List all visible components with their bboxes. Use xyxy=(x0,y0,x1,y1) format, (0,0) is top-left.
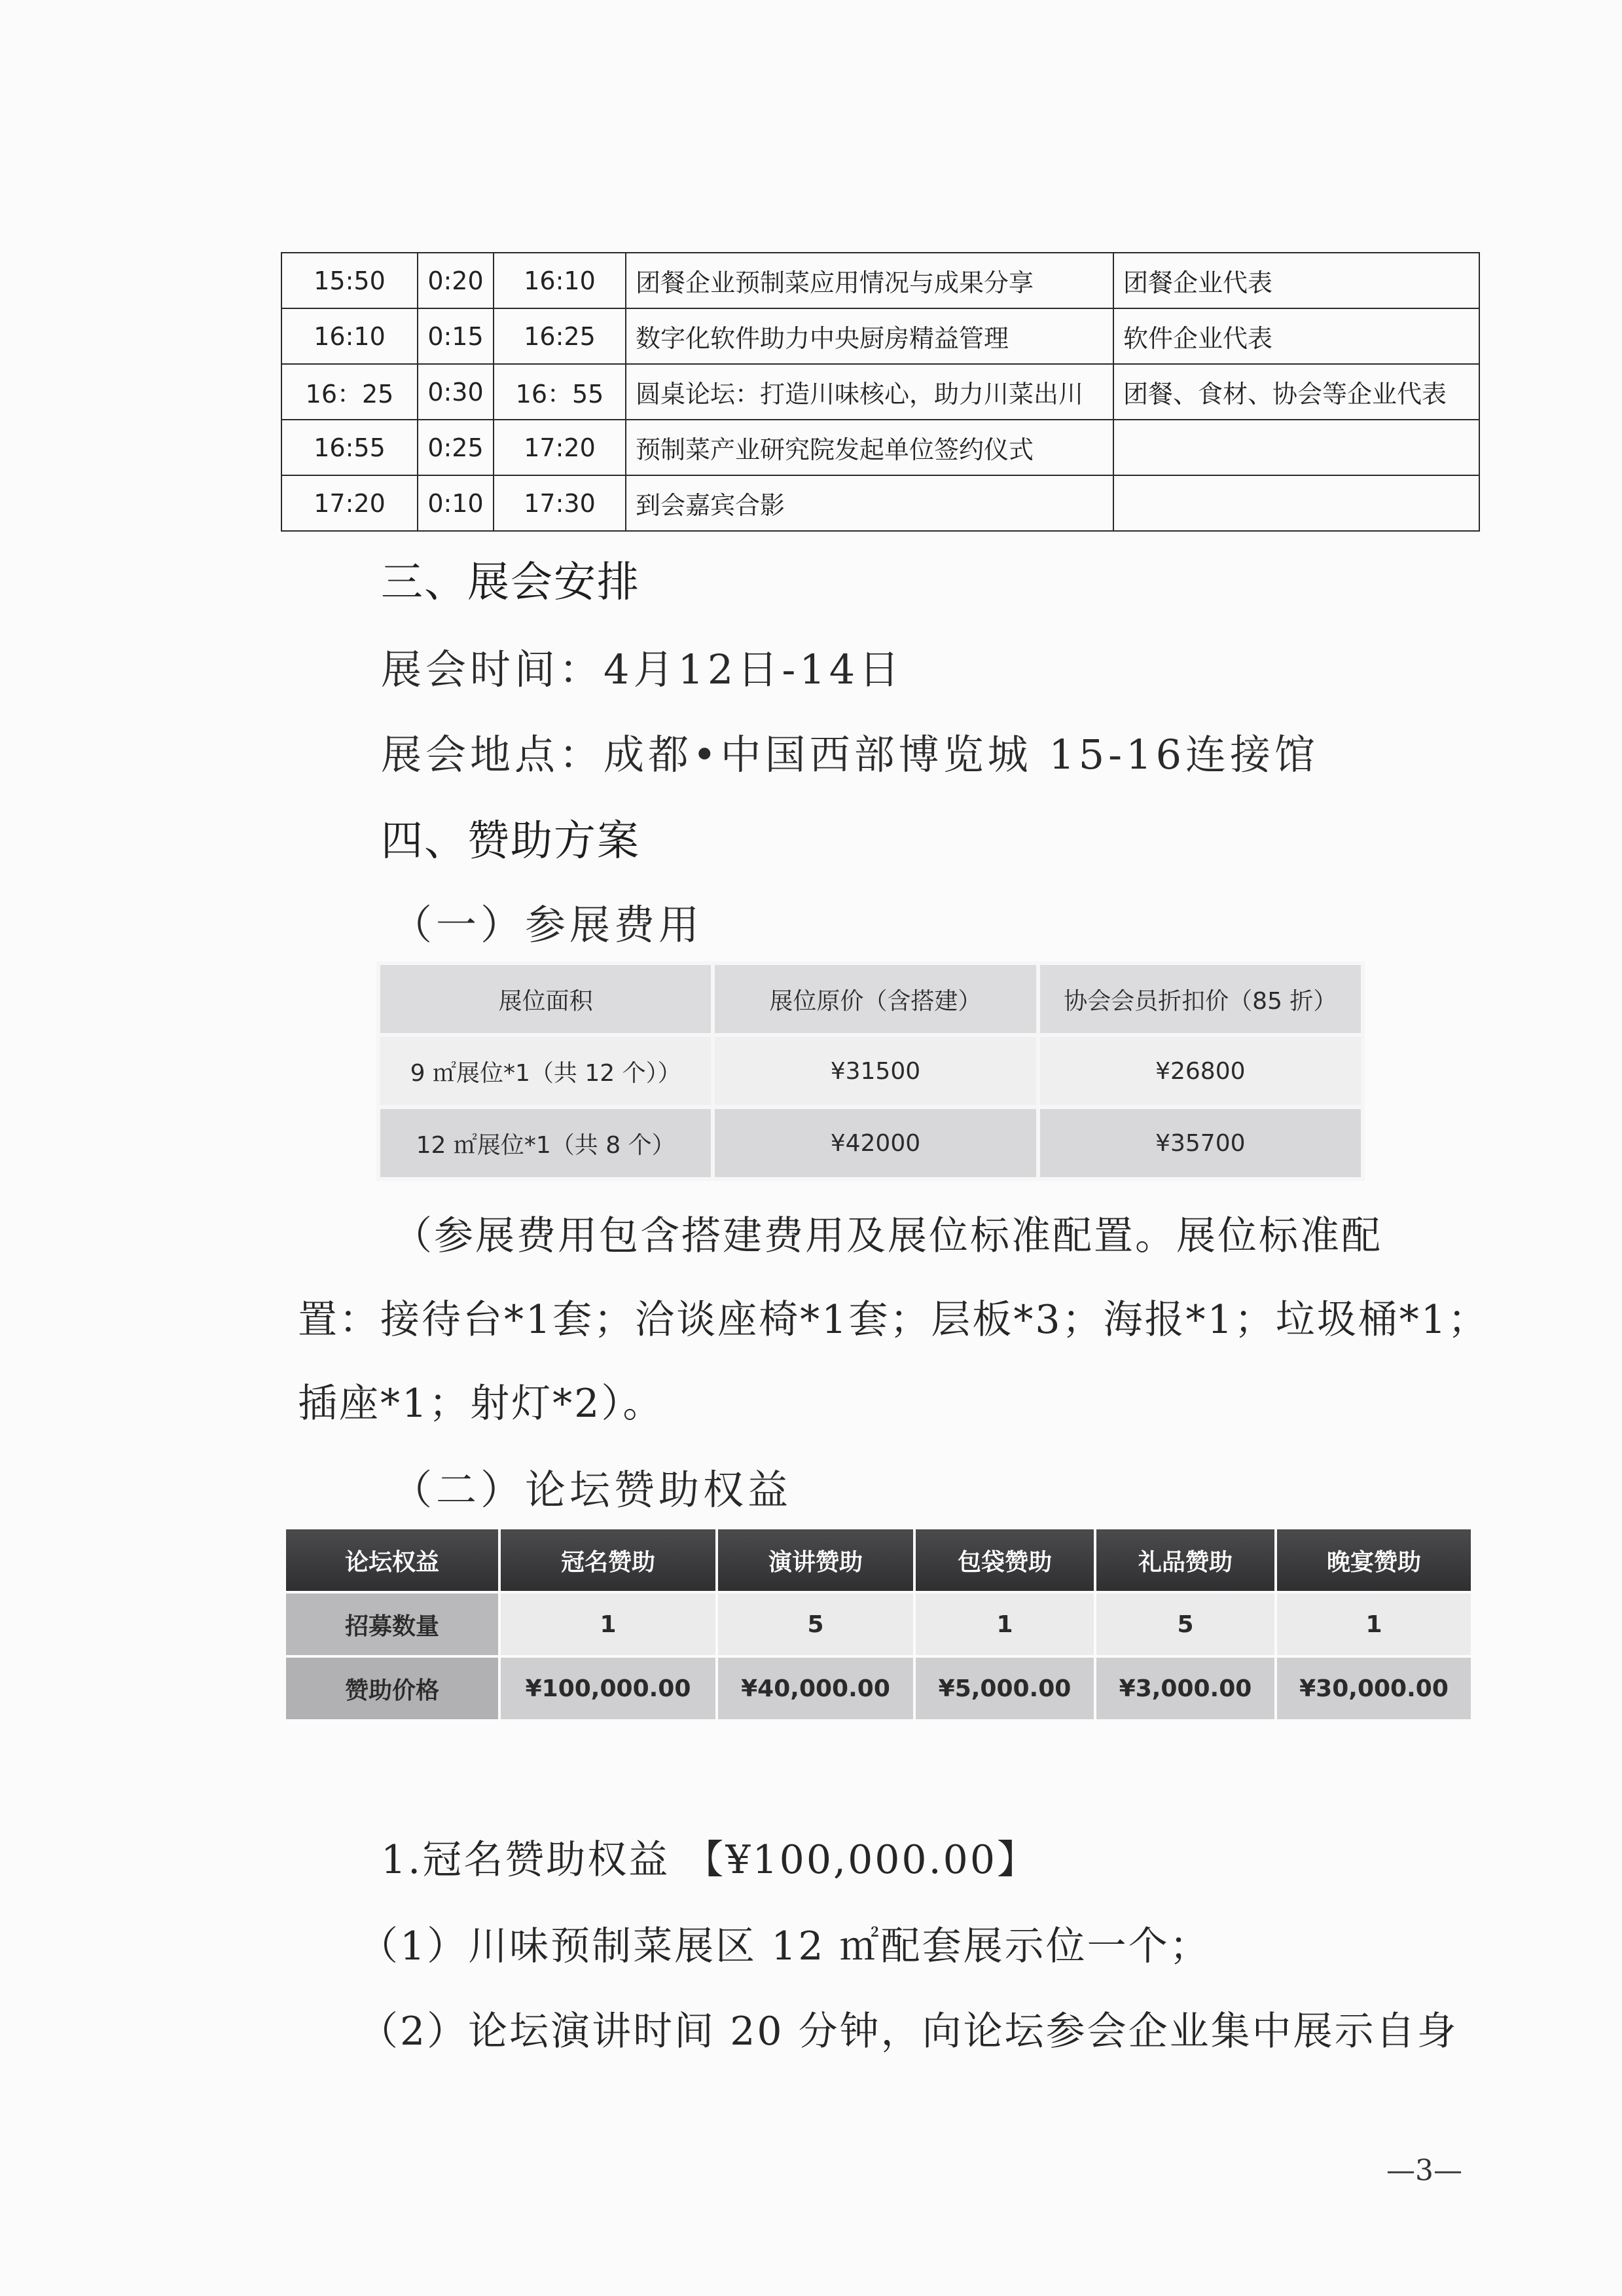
topic: 团餐企业预制菜应用情况与成果分享 xyxy=(626,253,1113,308)
item1-point: （1）川味预制菜展区 12 ㎡配套展示位一个； xyxy=(359,1923,1211,1969)
table-row xyxy=(281,253,1479,308)
table-row xyxy=(286,1594,1471,1655)
fees-note-line: 置：接待台*1套；洽谈座椅*1套；层板*3；海报*1；垃圾桶*1； xyxy=(298,1297,1489,1343)
duration: 0:25 xyxy=(418,420,494,475)
speaker: 团餐、食材、协会等企业代表 xyxy=(1113,364,1479,420)
table-row xyxy=(380,1037,1361,1105)
table-row xyxy=(281,475,1479,531)
duration: 0:20 xyxy=(418,253,494,308)
table-header-row xyxy=(380,965,1361,1033)
item1-point: （2）论坛演讲时间 20 分钟，向论坛参会企业集中展示自身 xyxy=(359,2009,1458,2054)
item1-title: 1.冠名赞助权益 【¥100,000.00】 xyxy=(381,1837,1039,1883)
booth-size: 9 ㎡展位*1（共 12 个）） xyxy=(380,1037,711,1105)
speaker xyxy=(1113,420,1479,475)
duration: 0:15 xyxy=(418,308,494,364)
fees-table xyxy=(376,961,1365,1181)
member-price: ¥26800 xyxy=(1040,1037,1361,1105)
section4-heading: 四、赞助方案 xyxy=(381,817,640,866)
end-time: 16:10 xyxy=(494,253,626,308)
column-header: 演讲赞助 xyxy=(718,1529,913,1591)
row-label: 赞助价格 xyxy=(286,1658,498,1719)
start-time: 16:55 xyxy=(281,420,418,475)
column-header: 展位原价（含搭建） xyxy=(715,965,1036,1033)
start-time: 17:20 xyxy=(281,475,418,531)
table-cell: ¥5,000.00 xyxy=(916,1658,1094,1719)
end-time: 17:20 xyxy=(494,420,626,475)
member-price: ¥35700 xyxy=(1040,1109,1361,1177)
fees-note-line: （参展费用包含搭建费用及展位标准配置。展位标准配 xyxy=(393,1213,1382,1259)
table-row xyxy=(281,308,1479,364)
page-number: —3— xyxy=(1386,2154,1462,2187)
speaker: 团餐企业代表 xyxy=(1113,253,1479,308)
end-time: 17:30 xyxy=(494,475,626,531)
table-cell: ¥100,000.00 xyxy=(501,1658,715,1719)
table-row xyxy=(286,1658,1471,1719)
subsection-sponsorship: （二）论坛赞助权益 xyxy=(391,1466,793,1514)
table-cell: 1 xyxy=(501,1594,715,1655)
duration: 0:10 xyxy=(418,475,494,531)
table-cell: 5 xyxy=(718,1594,913,1655)
table-header-row xyxy=(286,1529,1471,1591)
table-cell: ¥30,000.00 xyxy=(1277,1658,1471,1719)
start-time: 15:50 xyxy=(281,253,418,308)
column-header: 冠名赞助 xyxy=(501,1529,715,1591)
row-label: 招募数量 xyxy=(286,1594,498,1655)
fees-note-line: 插座*1；射灯*2）。 xyxy=(298,1381,664,1427)
schedule-table xyxy=(281,252,1480,532)
column-header: 晚宴赞助 xyxy=(1277,1529,1471,1591)
start-time: 16:10 xyxy=(281,308,418,364)
original-price: ¥31500 xyxy=(715,1037,1036,1105)
table-cell: 1 xyxy=(916,1594,1094,1655)
column-header: 礼品赞助 xyxy=(1096,1529,1274,1591)
topic: 圆桌论坛：打造川味核心，助力川菜出川 xyxy=(626,364,1113,420)
booth-size: 12 ㎡展位*1（共 8 个） xyxy=(380,1109,711,1177)
column-header: 包袋赞助 xyxy=(916,1529,1094,1591)
original-price: ¥42000 xyxy=(715,1109,1036,1177)
speaker xyxy=(1113,475,1479,531)
table-row xyxy=(380,1109,1361,1177)
speaker: 软件企业代表 xyxy=(1113,308,1479,364)
topic: 预制菜产业研究院发起单位签约仪式 xyxy=(626,420,1113,475)
table-cell: ¥40,000.00 xyxy=(718,1658,913,1719)
table-row xyxy=(281,420,1479,475)
sponsorship-table xyxy=(283,1527,1473,1722)
table-cell: ¥3,000.00 xyxy=(1096,1658,1274,1719)
duration: 0:30 xyxy=(418,364,494,420)
subsection-fees: （一）参展费用 xyxy=(391,901,704,949)
exhibition-place: 展会地点：成都•中国西部博览城 15-16连接馆 xyxy=(381,731,1320,778)
start-time: 16：25 xyxy=(281,364,418,420)
table-cell: 5 xyxy=(1096,1594,1274,1655)
exhibition-time: 展会时间：4月12日-14日 xyxy=(381,646,904,693)
topic: 数字化软件助力中央厨房精益管理 xyxy=(626,308,1113,364)
column-header: 展位面积 xyxy=(380,965,711,1033)
section3-heading: 三、展会安排 xyxy=(381,558,640,607)
topic: 到会嘉宾合影 xyxy=(626,475,1113,531)
column-header: 协会会员折扣价（85 折） xyxy=(1040,965,1361,1033)
table-cell: 1 xyxy=(1277,1594,1471,1655)
table-row xyxy=(281,364,1479,420)
end-time: 16:25 xyxy=(494,308,626,364)
end-time: 16：55 xyxy=(494,364,626,420)
column-header: 论坛权益 xyxy=(286,1529,498,1591)
